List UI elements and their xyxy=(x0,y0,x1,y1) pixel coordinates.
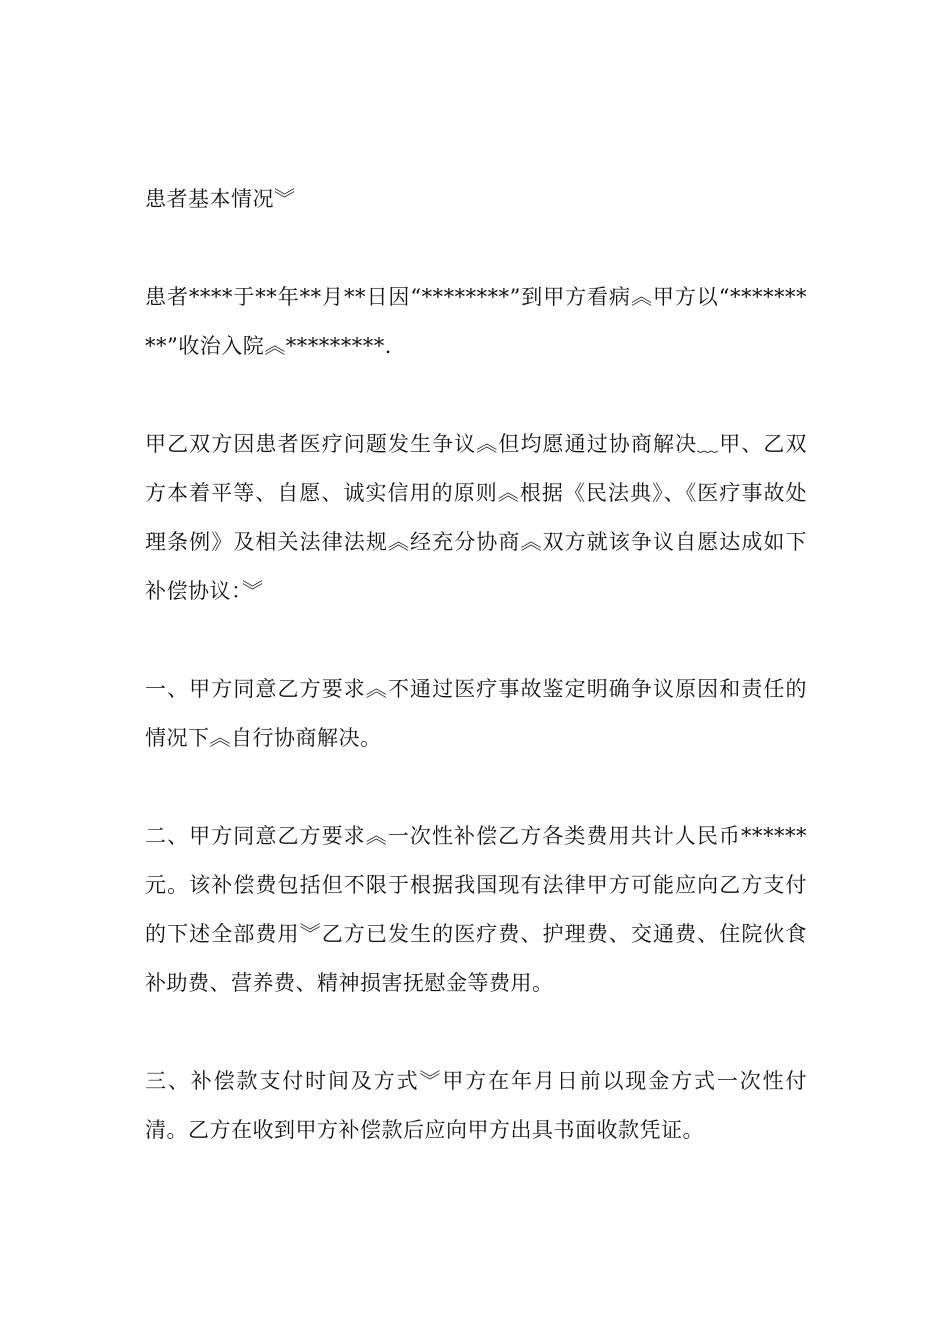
clause-three: 三、补偿款支付时间及方式︾甲方在年月日前以现金方式一次性付清。乙方在收到甲方补偿款后应向甲方出具书面收款凭证。 xyxy=(145,1069,807,1142)
section-heading-patient-info: 患者基本情况︾ xyxy=(145,187,296,211)
document-body xyxy=(145,175,807,1155)
clause-one: 一、甲方同意乙方要求︽不通过医疗事故鉴定明确争议原因和责任的情况下︽自行协商解决。 xyxy=(145,677,807,750)
paragraph-patient-admission: 患者****于**年**月**日因“********”到甲方看病︽甲方以“*********”收治入院︽*********. xyxy=(145,285,807,358)
clause-two: 二、甲方同意乙方要求︽一次性补偿乙方各类费用共计人民币******元。该补偿费包括但不限于根据我国现有法律甲方可能应向乙方支付的下述全部费用︾乙方已发生的医疗费、护理费、交通费、住院伙食补助费、营养费、精神损害抚慰金等费用。 xyxy=(145,824,807,995)
paragraph-dispute-background: 甲乙双方因患者医疗问题发生争议︽但均愿通过协商解决﹏甲、乙双方本着平等、自愿、诚实信用的原则︽根据《民法典》、《医疗事故处理条例》及相关法律法规︽经充分协商︽双方就该争议自愿达成如下补偿协议：︾ xyxy=(145,432,807,603)
